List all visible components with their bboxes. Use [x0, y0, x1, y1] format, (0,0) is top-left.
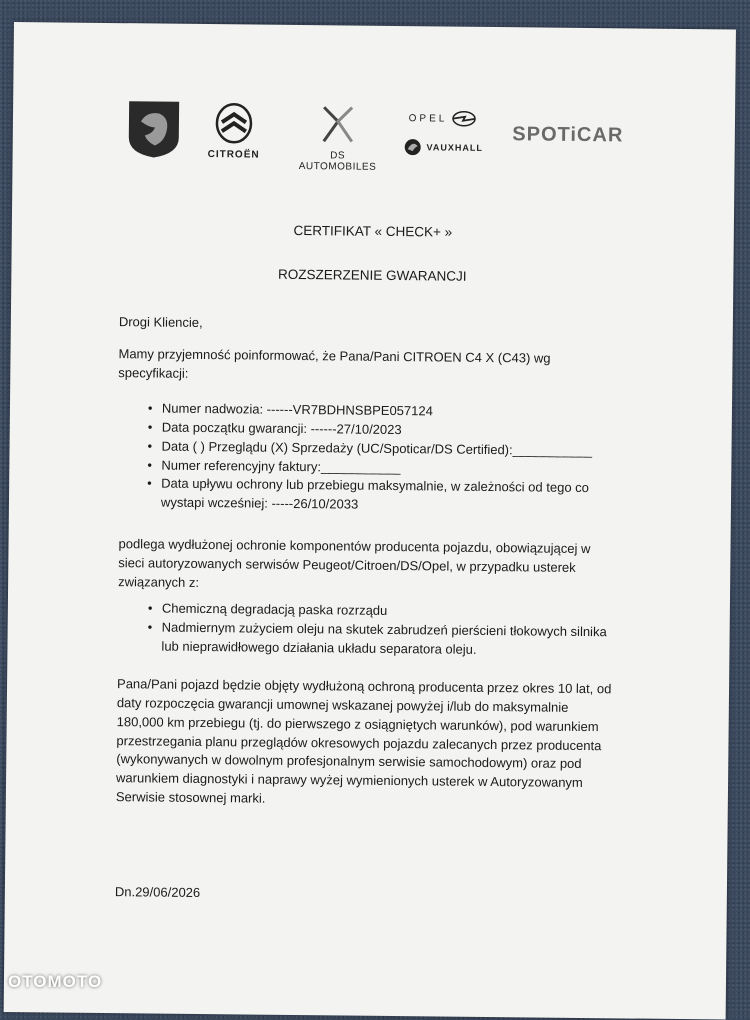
brand-logos [122, 97, 643, 182]
citroen-logo [199, 102, 270, 161]
list-item: • Chemiczną degradacją paska rozrządu [148, 599, 608, 623]
opel-blitz-icon [451, 111, 477, 127]
list-item: • Data początku gwarancji: ------27/10/2023 [148, 418, 618, 442]
opel-vauxhall-logo [393, 110, 493, 157]
spoticar-label: SPOTiCAR [512, 123, 624, 147]
citroen-chevrons-icon [214, 102, 254, 144]
list-item: • Nadmiernym zużyciem oleju na skutek zabrudzeń pierścieni tłokowych silnika lub nieprawidłowego działania układu separatora oleju. [147, 618, 607, 661]
vauxhall-griffin-icon [402, 138, 422, 156]
terms-paragraph: Pana/Pani pojazd będzie objęty wydłużoną ochroną producenta przez okres 10 lat, od daty rozpoczęcia gwarancji umownej wskazanej powyżej i/lub do maksymalnie 180,000 km przebiegu (tj. do pierwszego z osiągniętych warunków), pod warunkiem przestrzegania planu przeglądów okresowych pojazdu zalecanych przez producenta (wykonywanych w dowolnym profesjonalnym serwisie samochodowym) oraz pod warunkiem diagnostyki i naprawy wyżej wymienionych usterek w Autoryzowanym Serwisie stosownej marki. [115, 676, 612, 806]
list-item: • Numer referencyjny faktury:___________ [147, 456, 617, 480]
otomoto-watermark: OTOMOTO [8, 972, 103, 991]
vauxhall-label: VAUXHALL [426, 142, 483, 153]
spoticar-logo [503, 123, 633, 147]
ds-emblem-icon [318, 103, 358, 145]
intro-paragraph: Mamy przyjemność poinformować, że Pana/Pani CITROEN C4 X (C43) wg specyfikacji: [118, 346, 551, 381]
opel-label: OPEL [408, 112, 448, 125]
document-subtitle: ROZSZERZENIE GWARANCJI [278, 266, 467, 284]
coverage-paragraph: podlega wydłużonej ochronie komponentów producenta pojazdu, obowiązującej w sieci autoryzowanych serwisów Peugeot/Citroen/DS/Opel, w przypadku usterek związanych z: [118, 536, 591, 590]
list-item: • Numer nadwozia: ------VR7BDHNSBPE057124 [148, 399, 618, 423]
issues-list [147, 599, 608, 660]
specification-list [147, 399, 618, 517]
list-item: • Data ( ) Przeglądu (X) Sprzedaży (UC/Spoticar/DS Certified):___________ [147, 437, 617, 461]
document-date: Dn.29/06/2026 [114, 884, 201, 900]
peugeot-lion-icon [125, 97, 184, 160]
list-item: • Data upływu ochrony lub przebiegu maksymalnie, w zależności od tego co wystapi wcześniej: -----26/10/2033 [147, 475, 617, 518]
ds-label: DS AUTOMOBILES [298, 150, 377, 173]
document-page [4, 22, 736, 1020]
greeting: Drogi Kliencie, [118, 314, 203, 330]
peugeot-logo [123, 97, 186, 165]
document-title: CERTIFIKAT « CHECK+ » [293, 222, 453, 240]
citroen-label: CITROËN [207, 149, 260, 161]
ds-logo [292, 103, 383, 173]
